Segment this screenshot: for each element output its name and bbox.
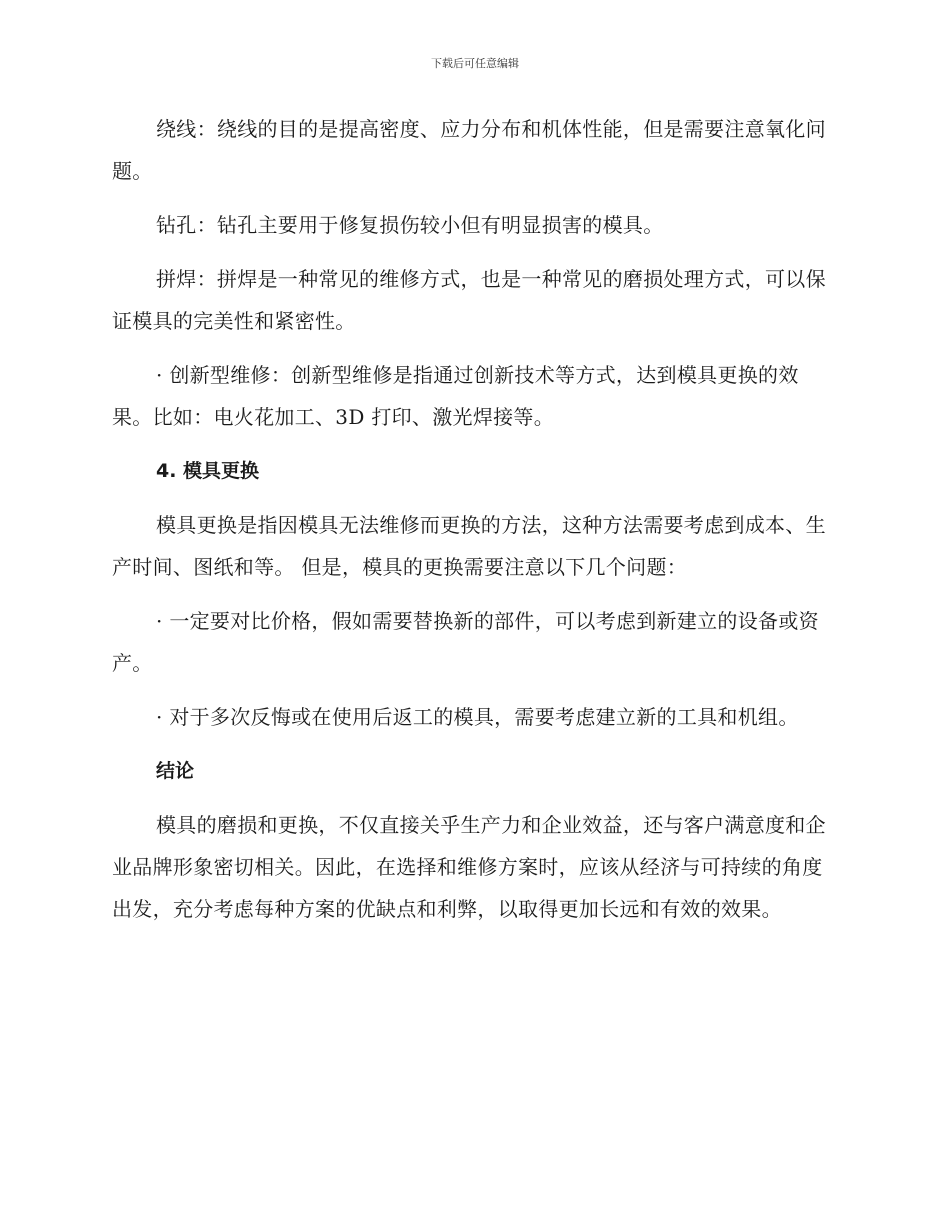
paragraph-conclusion: 模具的磨损和更换，不仅直接关乎生产力和企业效益，还与客户满意度和企业品牌形象密切相关。因此，在选择和维修方案时，应该从经济与可持续的角度出发，充分考虑每种方案的优缺点和利弊，以取得更加长远和有效的效果。 bbox=[112, 813, 826, 921]
paragraph-drilling: 钻孔：钻孔主要用于修复损伤较小但有明显损害的模具。 bbox=[156, 213, 664, 237]
paragraph-winding: 绕线：绕线的目的是提高密度、应力分布和机体性能，但是需要注意氧化问题。 bbox=[112, 117, 826, 183]
paragraph-welding: 拼焊：拼焊是一种常见的维修方式，也是一种常见的磨损处理方式，可以保证模具的完美性和紧密性。 bbox=[112, 267, 826, 333]
paragraph-mold-replacement: 模具更换是指因模具无法维修而更换的方法，这种方法需要考虑到成本、生产时间、图纸和等。 但是，模具的更换需要注意以下几个问题： bbox=[112, 513, 826, 579]
bullet-compare-price: · 一定要对比价格，假如需要替换新的部件，可以考虑到新建立的设备或资产。 bbox=[112, 609, 819, 675]
paragraph-innovative-repair: · 创新型维修：创新型维修是指通过创新技术等方式，达到模具更换的效果。比如：电火花加工、3D 打印、激光焊接等。 bbox=[112, 363, 799, 429]
section-heading-conclusion: 结论 bbox=[156, 760, 195, 782]
bullet-rework-molds: · 对于多次反悔或在使用后返工的模具，需要考虑建立新的工具和机组。 bbox=[156, 705, 799, 729]
section-heading-mold-replacement: 4. 模具更换 bbox=[156, 460, 260, 482]
page-header: 下载后可任意编辑 bbox=[431, 57, 519, 70]
document-body bbox=[112, 108, 832, 942]
